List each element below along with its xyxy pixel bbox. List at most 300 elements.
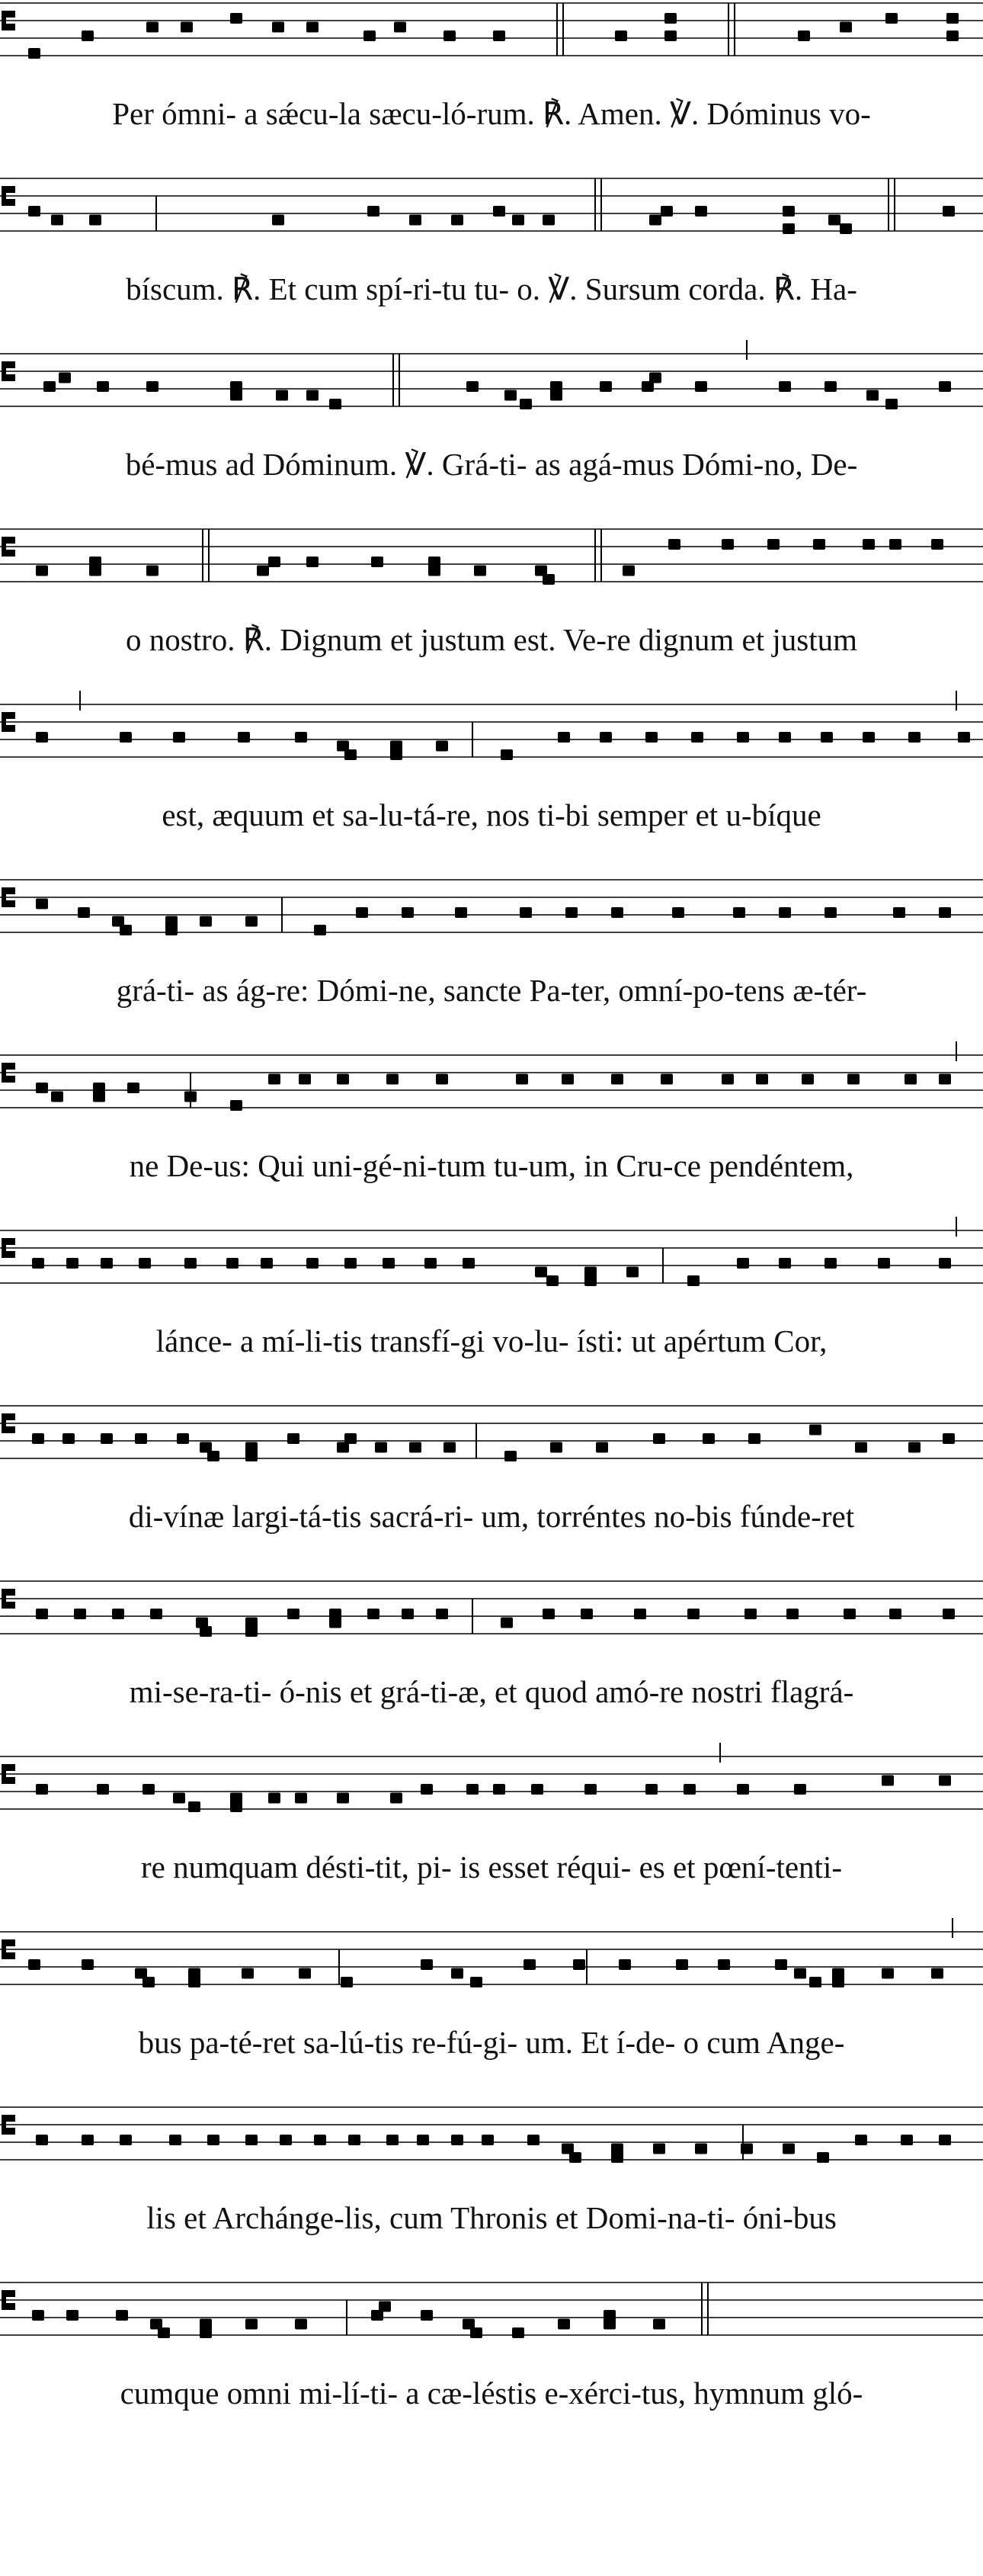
neume <box>402 907 414 918</box>
neume <box>226 1258 239 1269</box>
neume <box>287 1433 299 1444</box>
neume <box>653 2319 665 2330</box>
neume <box>626 1267 639 1278</box>
neume <box>546 1275 559 1286</box>
neume <box>245 916 258 927</box>
neume <box>775 1959 787 1970</box>
neume <box>786 1609 799 1619</box>
neume <box>653 2144 665 2154</box>
neume <box>82 30 94 41</box>
lyric-line: Per ómni- a sǽcu-la sæcu-ló-rum. ℟. Amen. ℣. Dóminus vo- <box>112 96 871 131</box>
neume <box>463 1258 475 1269</box>
lyric-line: bus pa-té-ret sa-lú-tis re-fú-gi- um. Et í-de- o cum Ange- <box>138 2025 845 2060</box>
neume <box>825 381 837 392</box>
neume <box>943 1433 955 1444</box>
neume <box>783 206 795 217</box>
neume <box>314 2135 326 2145</box>
neume <box>543 574 555 585</box>
neume <box>493 1784 505 1795</box>
neume <box>367 1609 379 1619</box>
neume <box>649 215 661 226</box>
neume <box>261 1258 273 1269</box>
neume <box>524 1959 536 1970</box>
neume <box>943 206 955 217</box>
neume <box>939 381 951 392</box>
neume <box>245 2135 258 2145</box>
neume <box>36 1083 48 1093</box>
lyric-line: lis et Archánge-lis, cum Thronis et Domi-na-ti- óni-bus <box>146 2200 837 2235</box>
neume <box>451 1968 463 1979</box>
staff-system <box>0 880 983 935</box>
neume <box>245 2319 258 2330</box>
neume <box>306 1258 319 1269</box>
neume <box>543 1609 555 1619</box>
neume <box>482 2135 494 2145</box>
neume <box>150 1609 162 1619</box>
lyric-line: ne De-us: Qui uni-gé-ni-tum tu-um, in Cru-ce pendéntem, <box>129 1148 854 1183</box>
neume <box>828 215 841 226</box>
neume <box>93 1083 105 1093</box>
neume <box>931 1968 943 1979</box>
neume <box>863 539 875 550</box>
staff-system <box>0 2107 983 2163</box>
neume <box>695 381 707 392</box>
neume <box>51 1092 63 1102</box>
neume <box>863 732 875 743</box>
neume <box>36 899 48 909</box>
neume <box>527 2135 540 2145</box>
neume <box>306 557 319 567</box>
neume <box>668 539 680 550</box>
neume <box>101 1433 113 1444</box>
neume <box>649 373 661 383</box>
neume <box>451 2135 463 2145</box>
neume <box>200 2319 212 2330</box>
neume <box>809 1977 821 1987</box>
neume <box>82 2135 94 2145</box>
neume <box>272 215 284 226</box>
neume <box>767 539 780 550</box>
neume <box>59 373 71 383</box>
neume <box>684 1784 696 1795</box>
neume <box>329 1609 341 1619</box>
neume <box>825 1258 837 1269</box>
lyric-line: o nostro. ℟. Dignum et justum est. Ve-re dignum et justum <box>126 622 857 657</box>
neume <box>383 1258 395 1269</box>
staff-system <box>0 1918 983 1987</box>
lyric-line: lánce- a mí-li-tis transfí-gi vo-lu- ísti: ut apértum Cor, <box>155 1323 828 1359</box>
neume <box>562 1074 574 1085</box>
neume <box>615 30 627 41</box>
neume <box>516 1074 528 1085</box>
neume <box>645 732 658 743</box>
neume <box>832 1968 844 1979</box>
neume <box>504 1451 517 1461</box>
neume <box>173 1793 185 1804</box>
neume <box>645 1784 658 1795</box>
neume <box>375 1442 387 1453</box>
neume <box>230 1793 242 1804</box>
neume <box>402 1609 414 1619</box>
neume <box>664 13 677 24</box>
neume <box>32 2310 44 2321</box>
neume <box>466 381 479 392</box>
neume <box>908 1442 921 1453</box>
neume <box>882 1968 894 1979</box>
neume <box>409 215 421 226</box>
staff-system <box>0 1406 983 1461</box>
neume <box>581 1609 593 1619</box>
neume <box>893 907 905 918</box>
lyric-line: mi-se-ra-ti- ó-nis et grá-ti-æ, et quod amó-re nostri flagrá- <box>129 1674 854 1709</box>
neume <box>51 215 63 226</box>
neume <box>428 566 440 576</box>
neume <box>783 223 795 234</box>
neume <box>565 907 578 918</box>
neume <box>584 1784 597 1795</box>
neume <box>421 1784 433 1795</box>
lyric-line: re numquam désti-tit, pi- is esset réqui- es et pœní-tenti- <box>141 1849 842 1885</box>
neume <box>314 925 326 935</box>
neume <box>169 2135 181 2145</box>
neume <box>817 2152 829 2163</box>
neume <box>390 741 402 752</box>
neume <box>634 1609 646 1619</box>
neume <box>295 732 307 743</box>
neume <box>306 390 319 401</box>
neume <box>139 1258 151 1269</box>
neume <box>878 1258 890 1269</box>
neume <box>451 215 463 226</box>
neume <box>855 2135 867 2145</box>
neume <box>908 732 921 743</box>
neume <box>687 1609 700 1619</box>
neume <box>885 13 898 24</box>
neume <box>550 1442 562 1453</box>
staff-system <box>0 1743 983 1812</box>
neume <box>36 1784 48 1795</box>
neume <box>573 1959 585 1970</box>
neume <box>32 1258 44 1269</box>
staff-system <box>0 1041 983 1111</box>
neume <box>135 1433 147 1444</box>
staff-system <box>0 529 983 585</box>
neume <box>744 1609 757 1619</box>
neume <box>165 916 178 927</box>
neume <box>661 206 673 217</box>
neume <box>230 13 242 24</box>
neume <box>28 206 40 217</box>
neume <box>939 907 951 918</box>
neume <box>28 1959 40 1970</box>
neume <box>74 1609 86 1619</box>
neume <box>89 557 101 567</box>
neume <box>813 539 825 550</box>
neume <box>756 1074 768 1085</box>
neume <box>443 30 456 41</box>
neume <box>779 381 791 392</box>
staff-system <box>0 2282 983 2338</box>
neume <box>257 566 269 576</box>
neume <box>337 1074 349 1085</box>
neume <box>691 732 703 743</box>
neume <box>379 2302 391 2312</box>
neume <box>809 1425 821 1436</box>
neume <box>722 539 734 550</box>
neume <box>120 732 132 743</box>
staff-system <box>0 691 983 760</box>
neume <box>242 1968 254 1979</box>
lyric-line: di-vínæ largi-tá-tis sacrá-ri- um, torréntes no-bis fúnde-ret <box>128 1499 855 1534</box>
neume <box>116 2310 128 2321</box>
neume <box>272 22 284 33</box>
neume <box>268 1793 280 1804</box>
lyric-line: cumque omni mi-lí-ti- a cæ-léstis e-xérci-tus, hymnum gló- <box>120 2376 863 2411</box>
neume <box>939 2135 951 2145</box>
neume <box>470 2327 482 2338</box>
neume <box>794 1968 806 1979</box>
neume <box>855 1442 867 1453</box>
neume <box>474 566 486 576</box>
neume <box>120 2135 132 2145</box>
neume <box>943 1609 955 1619</box>
neume <box>306 22 319 33</box>
neume <box>623 566 635 576</box>
neume <box>558 732 570 743</box>
neume <box>409 1442 421 1453</box>
neume <box>200 916 212 927</box>
neume <box>120 925 132 935</box>
neume <box>337 1793 349 1804</box>
neume <box>112 1609 124 1619</box>
neume <box>512 2327 524 2338</box>
neume <box>821 732 833 743</box>
neume <box>36 732 48 743</box>
neume <box>946 30 959 41</box>
neume <box>97 381 109 392</box>
neume <box>142 1784 155 1795</box>
neume <box>939 1074 951 1085</box>
neume <box>230 390 242 401</box>
neume <box>661 1074 673 1085</box>
neume <box>329 399 341 409</box>
neume <box>885 399 898 409</box>
neume <box>470 1977 482 1987</box>
neume <box>946 13 959 24</box>
neume <box>127 1083 139 1093</box>
staff-system <box>0 1217 983 1286</box>
neume <box>493 30 505 41</box>
neume <box>344 749 357 760</box>
neume <box>348 2135 360 2145</box>
neume <box>436 1074 448 1085</box>
neume <box>299 1074 311 1085</box>
neume <box>455 907 467 918</box>
neume <box>188 1801 200 1812</box>
neume <box>825 907 837 918</box>
neume <box>386 1074 399 1085</box>
staff-system <box>0 178 983 234</box>
neume <box>158 2327 170 2338</box>
neume <box>276 390 288 401</box>
neume <box>558 2319 570 2330</box>
neume <box>238 732 250 743</box>
neume <box>703 1433 715 1444</box>
neume <box>676 1959 688 1970</box>
neume <box>958 732 970 743</box>
neume <box>748 1433 760 1444</box>
neume <box>840 223 852 234</box>
neume <box>504 390 517 401</box>
neume <box>43 381 56 392</box>
neume <box>421 2310 433 2321</box>
neume <box>142 1977 155 1987</box>
neume <box>443 1442 456 1453</box>
neume <box>32 1433 44 1444</box>
neume <box>794 1784 806 1795</box>
neume <box>436 1609 448 1619</box>
lyric-line: est, æquum et sa-lu-tá-re, nos ti-bi semper et u-bíque <box>162 797 821 832</box>
neume <box>939 1776 951 1786</box>
staff-system <box>0 1581 983 1637</box>
neume <box>371 557 383 567</box>
neume <box>188 1968 200 1979</box>
neume <box>520 907 532 918</box>
neume <box>436 741 448 752</box>
neume <box>611 1074 623 1085</box>
neume <box>844 1609 856 1619</box>
neume <box>356 907 368 918</box>
neume <box>866 390 879 401</box>
neume <box>66 2310 78 2321</box>
neume <box>840 22 852 33</box>
neume <box>531 1784 543 1795</box>
neume <box>779 1258 791 1269</box>
neume <box>733 907 745 918</box>
neume <box>173 732 185 743</box>
neume <box>344 1258 357 1269</box>
neume <box>363 30 376 41</box>
neume <box>36 2135 48 2145</box>
neume <box>66 1258 78 1269</box>
neume <box>245 1618 258 1628</box>
neume <box>367 206 379 217</box>
neume <box>78 907 90 918</box>
neume <box>268 1074 280 1085</box>
neume <box>905 1074 917 1085</box>
neume <box>295 1793 307 1804</box>
neume <box>611 907 623 918</box>
neume <box>299 1968 311 1979</box>
neume <box>181 22 193 33</box>
neume <box>97 1784 109 1795</box>
neume <box>687 1275 700 1286</box>
neume <box>543 215 555 226</box>
neume <box>901 2135 913 2145</box>
neume <box>466 1784 479 1795</box>
neume <box>207 2135 219 2145</box>
neume <box>200 1626 212 1637</box>
neume <box>501 749 513 760</box>
neume <box>89 215 101 226</box>
neume <box>737 1784 749 1795</box>
neume <box>146 566 158 576</box>
neume <box>177 1433 189 1444</box>
staff-system <box>0 340 983 409</box>
neume <box>889 539 901 550</box>
neume <box>600 381 612 392</box>
neume <box>390 1793 402 1804</box>
neume <box>779 907 791 918</box>
neume <box>939 1258 951 1269</box>
neume <box>798 30 810 41</box>
neume <box>245 1442 258 1453</box>
neume <box>82 1959 94 1970</box>
neume <box>394 22 406 33</box>
neume <box>550 381 562 392</box>
neume <box>268 557 280 567</box>
neume <box>584 1267 597 1278</box>
neume <box>600 732 612 743</box>
neume <box>512 215 524 226</box>
neume <box>779 732 791 743</box>
neume <box>280 2135 292 2145</box>
neume <box>802 1074 814 1085</box>
lyric-line: bé-mus ad Dóminum. ℣. Grá-ti- as agá-mus Dómi-no, De- <box>125 447 858 482</box>
neume <box>737 732 749 743</box>
neume <box>207 1451 219 1461</box>
neume <box>722 1074 734 1085</box>
neume <box>344 1433 357 1444</box>
neume <box>501 1618 513 1628</box>
neume <box>619 1959 631 1970</box>
neume <box>931 539 943 550</box>
neume <box>672 907 684 918</box>
neume <box>28 48 40 59</box>
neume <box>424 1258 437 1269</box>
neume <box>417 2135 429 2145</box>
neume <box>341 1977 353 1987</box>
neume <box>783 2144 795 2154</box>
neume <box>664 30 677 41</box>
lyric-line: bíscum. ℟. Et cum spí-ri-tu tu- o. ℣. Sursum corda. ℟. Ha- <box>126 271 857 306</box>
neume <box>653 1433 665 1444</box>
neume <box>569 2152 581 2163</box>
neume <box>535 1267 547 1278</box>
neume <box>287 1609 299 1619</box>
neume <box>146 22 158 33</box>
neume <box>718 1959 730 1970</box>
staff-system <box>0 3 983 59</box>
neume <box>493 206 505 217</box>
neume <box>421 1959 433 1970</box>
neume <box>889 1609 901 1619</box>
lyric-line: grá-ti- as ág-re: Dómi-ne, sancte Pa-ter, omní-po-tens æ-tér- <box>116 973 867 1008</box>
neume <box>295 2319 307 2330</box>
neume <box>101 1258 113 1269</box>
neume <box>695 2144 707 2154</box>
neume <box>604 2310 616 2321</box>
neume <box>230 1100 242 1111</box>
neume <box>611 2144 623 2154</box>
neume <box>847 1074 860 1085</box>
neume <box>146 381 158 392</box>
neume <box>184 1258 197 1269</box>
neume <box>695 206 707 217</box>
neume <box>596 1442 608 1453</box>
neume <box>386 2135 399 2145</box>
neume <box>737 1258 749 1269</box>
